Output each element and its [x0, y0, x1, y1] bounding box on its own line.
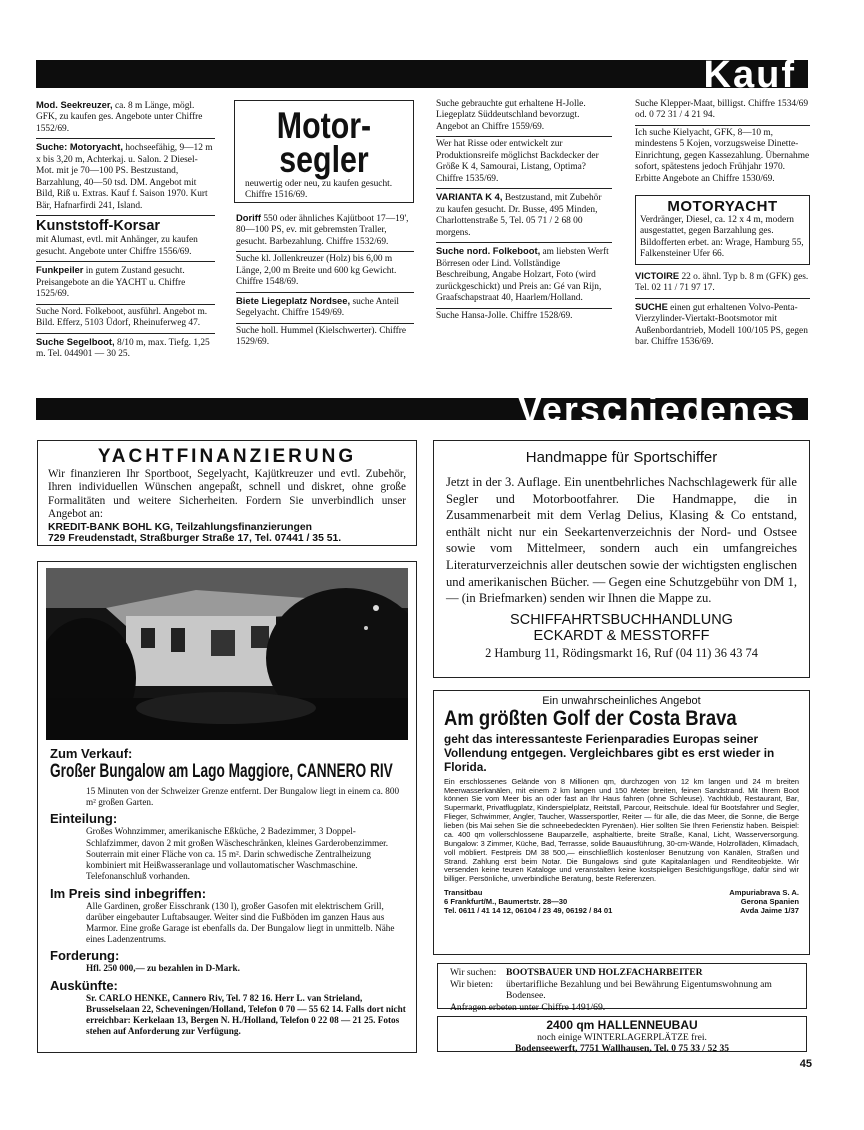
- bank-address: 729 Freudenstadt, Straßburger Straße 17, Tel. 07441 / 35 51.: [48, 532, 342, 544]
- costa-right-2: Gerona Spanien: [740, 897, 799, 907]
- costa-contacts: [444, 888, 799, 915]
- classified-text: hochseefähig, 9—12 m x bis 3,20 m, Achterkaj. u. Salon. 2 Diesel-Mot. mit je 70—100 PS. Bestzustand, Barzahlung, 40—50 tsd. DM. Angebot mit Bild, Riß u. Extras. Kauf f. Saison 1970. Kurt Bär, Hafnarfirdi 241, Island.: [36, 143, 213, 211]
- motoryacht-text: Verdränger, Diesel, ca. 12 x 4 m, modern ausgestattet, gegen Barzahlung ges. Bildofferten erbet. an: Wrage, Hamburg 55, Falkensteiner Ufer 66.: [640, 215, 804, 259]
- costa-left-1: Transitbau: [444, 888, 483, 898]
- classified-ad: [36, 97, 215, 139]
- classified-text: in gutem Zustand gesucht. Preisangebote an die YACHT u. Chiffre 1525/69.: [36, 266, 186, 300]
- motorsegler-headline-2: segler: [279, 139, 369, 180]
- halle-line-3: Bodenseewerft, 7751 Wallhausen, Tel. 0 75 33 / 52 35: [514, 1043, 730, 1055]
- classified-text: am liebsten Werft Börresen oder Lind. Vollständige Beschreibung, Angabe Holzart, Foto (wird zurückgeschickt) und Preis an: Gé van Rijn, Graafschapstraat 40, Haarlem/Holland.: [436, 247, 609, 304]
- handmappe-headline: Handmappe für Sportschiffer: [525, 449, 718, 466]
- bungalow-kicker: Zum Verkauf:: [50, 746, 133, 761]
- classified-ad: [36, 262, 215, 304]
- kauf-column-3: [436, 97, 612, 325]
- costa-contact-right: [729, 888, 799, 915]
- bungalow-section-heading: Im Preis sind inbegriffen:: [50, 885, 207, 901]
- costa-right-1: Ampuriabrava S. A.: [729, 888, 799, 898]
- classified-text: Wer hat Risse oder entwickelt zur Produktionsreife möglichst Backdecker der Größe K 4, Samourai, Listang, Optima? Chiffre 1535/69.: [436, 139, 599, 184]
- yachtfinanzierung-ad: [37, 440, 417, 546]
- bootsbauer-value-2: übertarifliche Bezahlung und bei Bewährung Eigentumswohnung am Bodensee.: [506, 978, 772, 1002]
- classified-text: Suche Klepper-Maat, billigst. Chiffre 1534/69 od. 0 72 31 / 4 21 94.: [635, 99, 809, 121]
- classified-text: einen gut erhaltenen Volvo-Penta-Vierzylinder-Viertakt-Bootsmotor mit Außenbordantrieb, Modell 100/105 PS, gegen bar. Chiffre 1536/69.: [635, 302, 808, 348]
- classified-ad: [635, 268, 810, 299]
- bungalow-headline: Großer Bungalow am Lago Maggiore, CANNERO RIV: [50, 761, 393, 782]
- classified-text: Ich suche Kielyacht, GFK, 8—10 m, mindestens 5 Kojen, vorzugsweise Dinette-Einrichtung, gegen Kassezahlung. Übernahme sofort, spätestens jedoch Frühjahr 1970. Erbitte Angebote an Chiffre 1530/69.: [635, 127, 810, 184]
- classified-text: Suche gebrauchte gut erhaltene H-Jolle. Liegeplatz Süddeutschland bevorzugt. Angebot an Chiffre 1559/69.: [436, 99, 586, 132]
- classified-ad: [36, 216, 215, 262]
- costa-text: Ein erschlossenes Gelände von 8 Millionen qm, durchzogen von 12 km langen und 24 m breiten Meerwasserkanälen, mit einem 2 km langen und 150 Meter breiten, feinen Sandstrand. Mit Ihrem Boot können Sie vom Meer bis an oder fast an Ihr Haus fahren (ohne Schleuse). Yachtklub, Restaurant, Bar, Supermarkt, Privatflugplatz, Kinderspielplatz, Reitstall, Parcour, Reitschule. Ideal für Bootsfahrer und Segler, Flieger, Schwimmer, Angler, Taucher, Wassersportler, Reiter — für alle, die das Meer, die Sonne, die Berge lieben (bis Mai sehen Sie die schneebedeckten Pyrenäen). Hier sollten Sie Ihren Ferienstiz haben. Beispiel: ca. 400 qm vollerschlossene Bauparzelle, asphaltierte, breite Straße, Kanal, Licht, Wasserversorgung. Bungalow: 3 Zimmer, Küche, Bad, Terrasse, solide Bauausführung, 30-cm-Wände, Holzrolläden, Klimadach, voll möbliert. Festpreis DM 38 500,— einschließlich kostenloser Benutzung von Kanälen, Straßen und Strand. Zahlung erst beim Notar. Die Bungalows sind gute Kapitalanlagen und Renditeobjekte. Wir versenden keine teuren Kataloge und veranstalten keine kostspieligen Besichtigungsflüge, dafür sind wir billiger. Persönliche, unverbindliche Beratung, beste Referenzen.: [444, 776, 799, 884]
- bungalow-section-text: Alle Gardinen, großer Eisschrank (130 l), großer Gasofen mit elektrischem Grill, darüber eingebauter Luftabsauger. Weiter sind die Fußböden im ganzen Haus aus Marmor. Eine große Garage ist ebenfalls da. Der Bungalow liegt in unmittelb. Nähe eines Ladenzentrums.: [86, 900, 395, 945]
- classified-lead: SUCHE: [635, 300, 668, 312]
- verschiedenes-header-band: [36, 389, 808, 430]
- classified-lead: Mod. Seekreuzer,: [36, 99, 113, 110]
- handmappe-text: Jetzt in der 3. Auflage. Ein unentbehrliches Nachschlagewerk für alle Segler und Motorbootfahrer. Die Handmappe, die in Zusammenarbeit mit dem Verlag Delius, Klasing & Co entstand, enthält nicht nur ein Seekartenverzeichnis der Nord- und Ostsee sowie vom Mittelmeer, sondern auch ein umfangreiches Literaturverzeichnis aller deutschen sowie der wichtigsten englischen und amerikanischen Bücher. — Gegen eine Schutzgebühr von DM 1,— (in Briefmarken) senden wir Ihnen die Mappe zu.: [446, 475, 797, 606]
- classified-lead: VICTOIRE: [635, 270, 680, 281]
- hallenneubau-ad: [437, 1016, 807, 1055]
- costa-subheadline: geht das interessanteste Ferienparadies Europas seiner Vollendung entgegen. Vergleichbares gibt es erst wieder in Florida.: [444, 732, 775, 774]
- classified-ad: [36, 139, 215, 216]
- bootsbauer-row-1: [450, 967, 794, 979]
- classified-text: Suche kl. Jollenkreuzer (Holz) bis 6,00 m Länge, 2,00 m Breite und 600 kg Gewicht. Chiffre 1548/69.: [236, 254, 397, 288]
- classified-lead: Funkpeiler: [36, 264, 84, 276]
- handmappe-address: 2 Hamburg 11, Rödingsmarkt 16, Ruf (04 11) 36 43 74: [485, 645, 758, 660]
- classified-ad: [436, 243, 612, 308]
- bungalow-section-text: Großes Wohnzimmer, amerikanische Eßküche, 2 Badezimmer, 3 Doppel-Schlafzimmer, davon 2 mit großen Wäscheschränken, kleines Garderobenzimmer. Souterrain mit einer Fläche von ca. 15 m². Darin schwedische Zentralheizung kombiniert mit Heißwasseranlage und vollautomatischer Waschmaschine. Telefonanschluß vorhanden.: [86, 826, 389, 882]
- classified-lead: Biete Liegeplatz Nordsee,: [236, 294, 351, 306]
- classified-ad: [236, 252, 414, 292]
- classified-text: 22 o. ähnl. Typ b. 8 m (GFK) ges. Tel. 02 11 / 71 97 17.: [635, 272, 809, 294]
- halle-headline: 2400 qm HALLENNEUBAU: [546, 1018, 698, 1032]
- kauf-column-2: [236, 210, 414, 352]
- yachtfinanzierung-headline: YACHTFINANZIERUNG: [97, 446, 357, 467]
- classified-text: ca. 8 m Länge, mögl. GFK, zu kaufen ges. Angebote unter Chiffre 1552/69.: [36, 101, 203, 134]
- classified-ad: [635, 299, 810, 352]
- classified-ad: [36, 305, 215, 334]
- costa-left-2: 6 Frankfurt/M., Baumertstr. 28—30: [444, 897, 568, 907]
- costa-kicker: Ein unwahrscheinliches Angebot: [542, 695, 701, 707]
- kauf-column-1: [36, 97, 215, 363]
- classified-lead: Suche Segelboot,: [36, 335, 115, 347]
- classified-headline: Kunststoff-Korsar: [36, 218, 161, 235]
- kauf-header-band: [36, 54, 808, 96]
- classified-ad: [36, 334, 215, 364]
- bootsbauer-value-1: BOOTSBAUER UND HOLZFACHARBEITER: [506, 967, 703, 978]
- bootsbauer-ad: [437, 963, 807, 1014]
- handmappe-shop-2: ECKARDT & MESSTORFF: [533, 627, 710, 644]
- classified-ad: [436, 189, 612, 243]
- handmappe-shop-1: SCHIFFAHRTSBUCHHANDLUNG: [510, 611, 733, 628]
- motoryacht-ad: [635, 195, 810, 265]
- motorsegler-headline-1: Motor-: [276, 105, 372, 146]
- classified-text: Suche Nord. Folkeboot, ausführl. Angebot m. Bild. Efferz, 5103 Üdorf, Rheinuferweg 47.: [36, 306, 208, 329]
- yachtfinanzierung-text: Wir finanzieren Ihr Sportboot, Segelyacht, Kajütkreuzer und evtl. Zubehör, Ihren individuellen Wünschen angepaßt, schnell und diskret, ohne große Formalitäten und weitere Sicherheiten. Fordern Sie unverbindlich unser Angebot an:: [48, 468, 406, 521]
- classified-ad: [236, 293, 414, 324]
- kauf-column-4b: [635, 268, 810, 352]
- motorsegler-ad: [234, 100, 414, 203]
- costa-right-3: Avda Jaime 1/37: [740, 906, 799, 916]
- costa-headline: Am größten Golf der Costa Brava: [444, 707, 737, 730]
- classified-lead: Doriff: [236, 212, 261, 223]
- bank-name: KREDIT-BANK BOHL KG, Teilzahlungsfinanzierungen: [48, 521, 313, 533]
- motorsegler-text: neuwertig oder neu, zu kaufen gesucht. Chiffre 1516/69.: [245, 179, 393, 201]
- bungalow-section-heading: Einteilung:: [50, 811, 118, 827]
- classified-text: mit Alumast, evtl. mit Anhänger, zu kaufen gesucht. Angebote unter Chiffre 1556/69.: [36, 235, 198, 257]
- bungalow-sections: [50, 811, 406, 1037]
- classified-text: suche Anteil Segelyacht. Chiffre 1549/69.: [236, 296, 400, 319]
- classified-ad: [236, 324, 414, 352]
- bootsbauer-footer: Anfragen erbeten unter Chiffre 1491/69.: [450, 1002, 606, 1014]
- bootsbauer-label-1: Wir suchen:: [450, 967, 497, 978]
- bungalow-intro: 15 Minuten von der Schweizer Grenze entfernt. Der Bungalow liegt in einem ca. 800 m² großen Garten.: [86, 786, 400, 808]
- classified-ad: [635, 126, 810, 188]
- bootsbauer-row-2: [450, 979, 794, 1002]
- costa-brava-ad: [433, 690, 810, 955]
- classified-text: 550 oder ähnliches Kajütboot 17—19', 80—100 PS, ev. mit gebremsten Traller, gesucht. Barbezahlung. Chiffre 1532/69.: [236, 214, 409, 247]
- classified-text: Suche Hansa-Jolle. Chiffre 1528/69.: [436, 310, 573, 321]
- costa-left-3: Tel. 0611 / 41 14 12, 06104 / 23 49, 06192 / 84 01: [444, 906, 613, 916]
- classified-text: Suche holl. Hummel (Kielschwerter). Chiffre 1529/69.: [236, 325, 407, 348]
- kauf-column-4a: [635, 97, 810, 188]
- costa-contact-left: [444, 888, 612, 915]
- kauf-section-title: Kauf: [703, 54, 796, 96]
- bungalow-section-heading: Forderung:: [50, 948, 120, 964]
- classified-ad: [436, 309, 612, 325]
- bungalow-section-text: Sr. CARLO HENKE, Cannero Riv, Tel. 7 82 16. Herr L. van Strieland, Brusselselaan 22, Scheveningen/Holland, Telefon 0 70 — 55 62 14. Falls dort nicht erreichbar: Kerkelaan 13, Bergen N. H./Holland, Telefon 0 22 08 — 21 25. Fotos stehen auf Anforderung zur Verfügung.: [86, 992, 406, 1037]
- bungalow-ad: [37, 561, 417, 1053]
- page-number: 45: [799, 1058, 812, 1070]
- motoryacht-headline: MOTORYACHT: [667, 198, 778, 215]
- bungalow-photo: [46, 568, 408, 740]
- classified-ad: [635, 97, 810, 126]
- bungalow-section-text: Hfl. 250 000,— zu bezahlen in D-Mark.: [86, 963, 240, 974]
- handmappe-ad: [433, 440, 810, 678]
- classified-text: 8/10 m, max. Tiefg. 1,25 m. Tel. 044901 — 30 25.: [36, 337, 210, 359]
- classified-lead: Suche nord. Folkeboot,: [436, 245, 541, 257]
- classified-ad: [436, 137, 612, 189]
- classified-text: Bestzustand, mit Zubehör zu kaufen gesucht. Dr. Busse, 495 Minden, Charlottenstraße 5, Tel. 05 71 / 2 68 00 morgens.: [436, 193, 602, 238]
- classified-ad: [236, 210, 414, 252]
- bungalow-section-heading: Auskünfte:: [50, 977, 118, 993]
- classified-ad: [436, 97, 612, 137]
- verschiedenes-section-title: Verschiedenes: [517, 389, 796, 430]
- classified-lead: VARIANTA K 4,: [436, 191, 503, 203]
- bootsbauer-label-2: Wir bieten:: [450, 978, 494, 990]
- halle-line-2: noch einige WINTERLAGERPLÄTZE frei.: [537, 1032, 707, 1043]
- classified-lead: Suche: Motoryacht,: [36, 141, 123, 153]
